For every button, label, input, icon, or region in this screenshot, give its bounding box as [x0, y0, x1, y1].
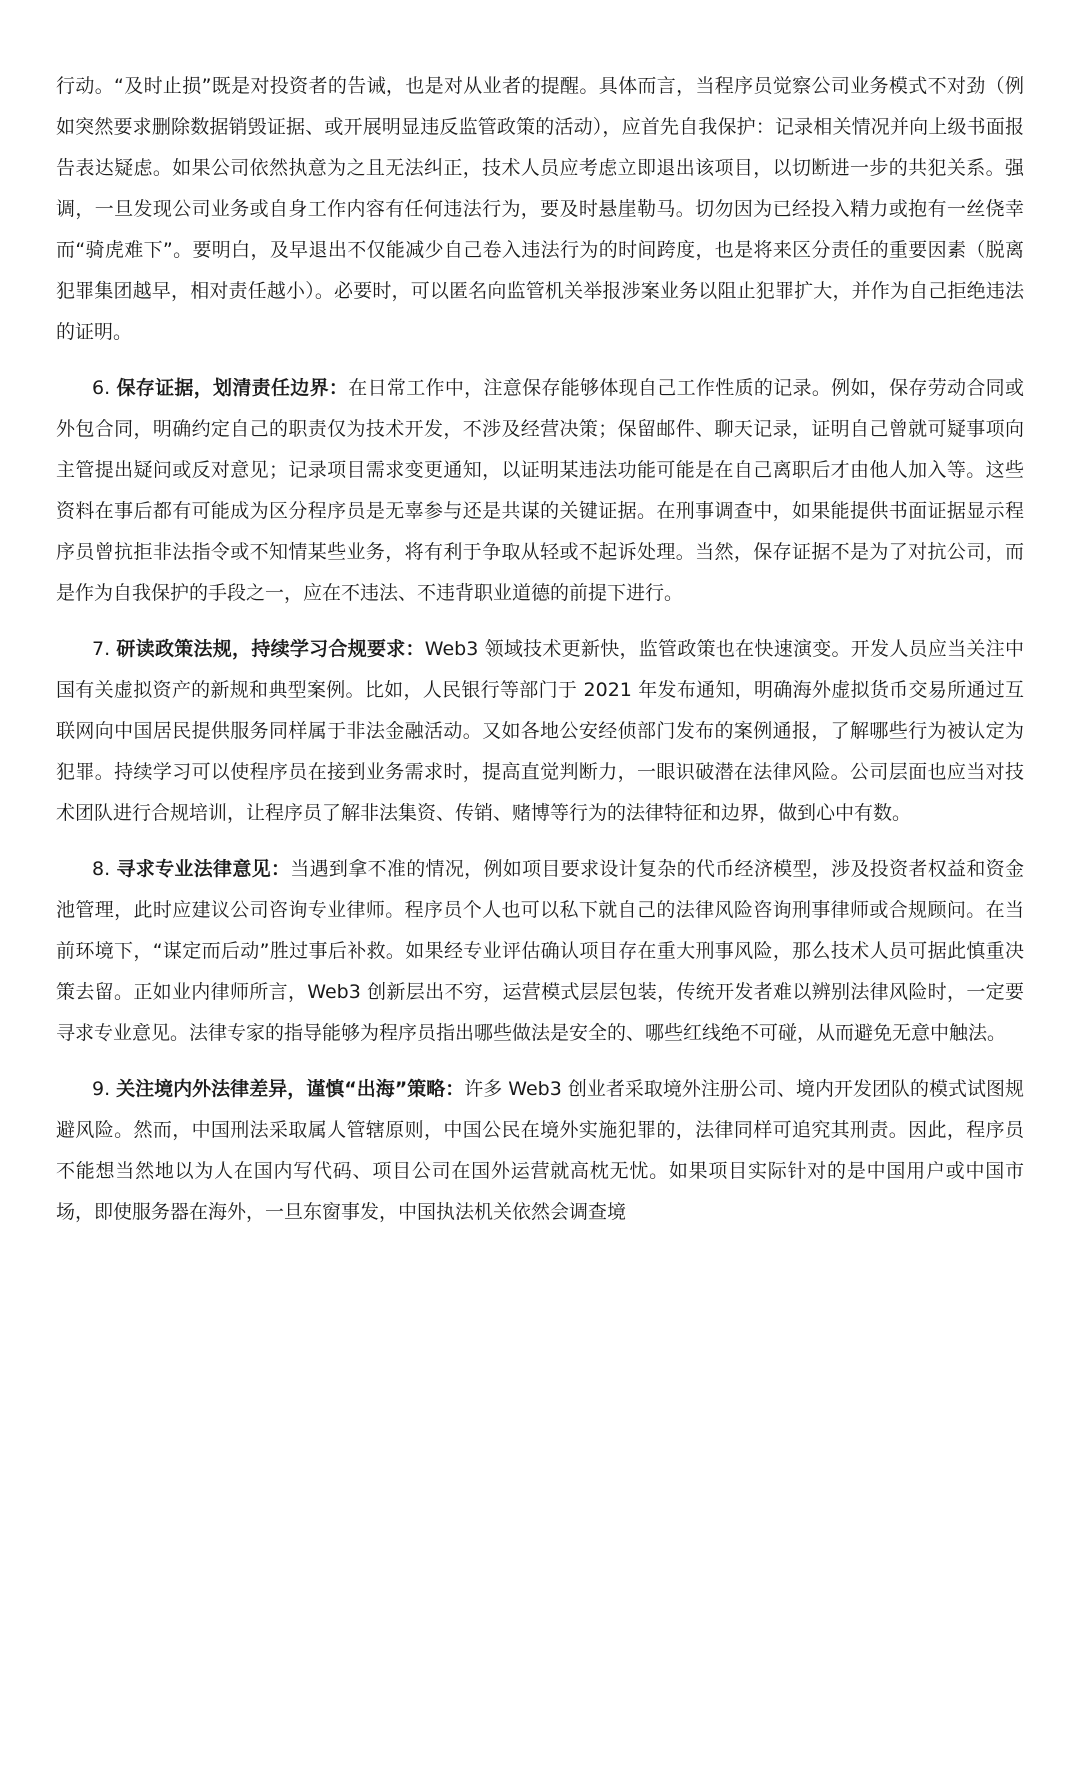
paragraph-text: 行动。“及时止损”既是对投资者的告诫，也是对从业者的提醒。具体而言，当程序员觉察公司业务模式不对劲（例如突然要求删除数据销毁证据、或开展明显违反监管政策的活动），应首先自我保护：记录相关情况并向上级书面报告表达疑虑。如果公司依然执意为之且无法纠正，技术人员应考虑立即退出该项目，以切断进一步的共犯关系。强调，一旦发现公司业务或自身工作内容有任何违法行为，要及时悬崖勒马。切勿因为已经投入精力或抱有一丝侥幸而“骑虎难下”。要明白，及早退出不仅能减少自己卷入违法行为的时间跨度，也是将来区分责任的重要因素（脱离犯罪集团越早，相对责任越小）。必要时，可以匿名向监管机关举报涉案业务以阻止犯罪扩大，并作为自己拒绝违法的证明。 [56, 75, 1024, 343]
paragraph-text: 当遇到拿不准的情况，例如项目要求设计复杂的代币经济模型，涉及投资者权益和资金池管理，此时应建议公司咨询专业律师。程序员个人也可以私下就自己的法律风险咨询刑事律师或合规顾问。在当前环境下，“谋定而后动”胜过事后补救。如果经专业评估确认项目存在重大刑事风险，那么技术人员可据此慎重决策去留。正如业内律师所言，Web3 创新层出不穷，运营模式层层包装，传统开发者难以辨别法律风险时，一定要寻求专业意见。法律专家的指导能够为程序员指出哪些做法是安全的、哪些红线绝不可碰，从而避免无意中触法。 [56, 858, 1024, 1044]
item-heading: 研读政策法规，持续学习合规要求： [116, 638, 425, 660]
item-heading: 寻求专业法律意见： [116, 858, 291, 880]
item-number: 7. [92, 638, 111, 660]
paragraph-text: 许多 Web3 创业者采取境外注册公司、境内开发团队的模式试图规避风险。然而，中国刑法采取属人管辖原则，中国公民在境外实施犯罪的，法律同样可追究其刑责。因此，程序员不能想当然地以为人在国内写代码、项目公司在国外运营就高枕无忧。如果项目实际针对的是中国用户或中国市场，即使服务器在海外，一旦东窗事发，中国执法机关依然会调查境 [56, 1078, 1025, 1223]
paragraph-item-9 [56, 1069, 1024, 1233]
paragraph-item-6 [56, 368, 1024, 614]
item-heading: 关注境内外法律差异，谨慎“出海”策略： [116, 1078, 465, 1100]
paragraph-item-7 [56, 629, 1024, 834]
item-number: 6. [92, 377, 111, 399]
item-number: 9. [92, 1078, 111, 1100]
paragraph-text: 在日常工作中，注意保存能够体现自己工作性质的记录。例如，保存劳动合同或外包合同，明确约定自己的职责仅为技术开发，不涉及经营决策；保留邮件、聊天记录，证明自己曾就可疑事项向主管提出疑问或反对意见；记录项目需求变更通知，以证明某违法功能可能是在自己离职后才由他人加入等。这些资料在事后都有可能成为区分程序员是无辜参与还是共谋的关键证据。在刑事调查中，如果能提供书面证据显示程序员曾抗拒非法指令或不知情某些业务，将有利于争取从轻或不起诉处理。当然，保存证据不是为了对抗公司，而是作为自我保护的手段之一，应在不违法、不违背职业道德的前提下进行。 [56, 377, 1024, 604]
item-heading: 保存证据，划清责任边界： [116, 377, 349, 399]
paragraph-continuation [56, 66, 1024, 353]
paragraph-text: Web3 领域技术更新快，监管政策也在快速演变。开发人员应当关注中国有关虚拟资产的新规和典型案例。比如，人民银行等部门于 2021 年发布通知，明确海外虚拟货币交易所通过互联网向中国居民提供服务同样属于非法金融活动。又如各地公安经侦部门发布的案例通报，了解哪些行为被认定为犯罪。持续学习可以使程序员在接到业务需求时，提高直觉判断力，一眼识破潜在法律风险。公司层面也应当对技术团队进行合规培训，让程序员了解非法集资、传销、赌博等行为的法律特征和边界，做到心中有数。 [56, 638, 1024, 824]
paragraph-item-8 [56, 849, 1024, 1054]
item-number: 8. [92, 858, 111, 880]
